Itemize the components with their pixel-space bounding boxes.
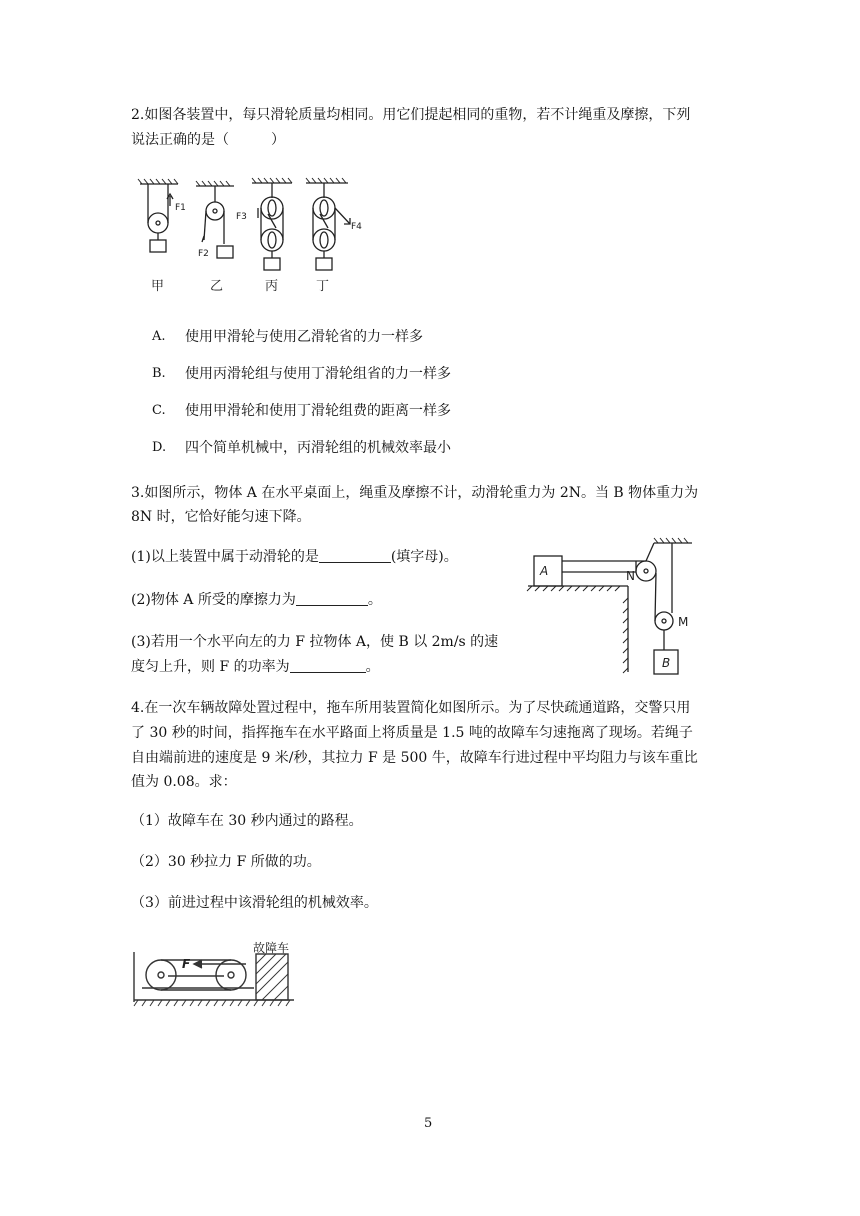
option-c-text: 使用甲滑轮和使用丁滑轮组费的距离一样多 xyxy=(185,403,451,419)
figure-label-yi: 乙 xyxy=(210,279,224,294)
option-b-letter: B. xyxy=(152,366,166,381)
force-label-f2: F2 xyxy=(198,249,209,259)
q4-sub3: （3）前进过程中该滑轮组的机械效率。 xyxy=(131,895,378,911)
figure-label-jia: 甲 xyxy=(151,279,165,294)
option-b-text: 使用丙滑轮组与使用丁滑轮组省的力一样多 xyxy=(185,366,451,382)
force-label-f3: F3 xyxy=(236,212,247,222)
q4-sub1: （1）故障车在 30 秒内通过的路程。 xyxy=(131,813,363,829)
figure-label-ding: 丁 xyxy=(316,279,330,294)
q3-sub3-blank[interactable] xyxy=(290,658,366,673)
q4-label-f: F xyxy=(182,957,191,971)
q4-stem-line3: 自由端前进的速度是 9 米/秒，其拉力 F 是 500 牛，故障车行进过程中平均阻力与该车重比 xyxy=(131,750,698,766)
q3-sub1 xyxy=(131,546,458,568)
force-label-f1: F1 xyxy=(175,203,186,213)
q3-sub1-blank[interactable] xyxy=(319,548,391,563)
q4-stem-line1: 4.在一次车辆故障处置过程中，拖车所用装置简化如图所示。为了尽快疏通道路，交警只用 xyxy=(131,700,691,716)
q3-pulley-figure xyxy=(526,538,698,678)
q2-pulley-figure xyxy=(130,178,360,296)
q3-label-m: M xyxy=(678,615,689,629)
q2-stem-line2: 说法正确的是（ ） xyxy=(131,132,285,148)
q3-sub2-suffix: 。 xyxy=(367,592,382,608)
q3-sub2-prefix: (2)物体 A 所受的摩擦力为 xyxy=(131,592,296,608)
page-number: 5 xyxy=(424,1116,433,1131)
q3-sub1-suffix: (填字母)。 xyxy=(390,549,458,565)
option-a-letter: A. xyxy=(152,329,166,344)
q4-stem-line2: 了 30 秒的时间，指挥拖车在水平路面上将质量是 1.5 吨的故障车匀速拖离了现场。若绳子 xyxy=(131,725,693,741)
q3-sub3-line1: (3)若用一个水平向左的力 F 拉物体 A，使 B 以 2m/s 的速 xyxy=(131,634,499,650)
q3-stem-line2: 8N 时，它恰好能匀速下降。 xyxy=(131,509,311,525)
q3-stem-line1: 3.如图所示，物体 A 在水平桌面上，绳重及摩擦不计，动滑轮重力为 2N。当 B 物体重力为 xyxy=(131,485,699,501)
q3-sub3-line2 xyxy=(131,656,380,678)
force-label-f4: F4 xyxy=(351,222,362,232)
q3-sub1-prefix: (1)以上装置中属于动滑轮的是 xyxy=(131,549,319,565)
q2-stem-line1: 2.如图各装置中，每只滑轮质量均相同。用它们提起相同的重物，若不计绳重及摩擦，下列 xyxy=(131,107,691,123)
option-a-text: 使用甲滑轮与使用乙滑轮省的力一样多 xyxy=(185,329,423,345)
q3-label-a: A xyxy=(540,564,549,578)
q3-sub3-prefix: 度匀上升，则 F 的功率为 xyxy=(131,659,290,675)
q4-label-car: 故障车 xyxy=(253,941,290,955)
option-d-text: 四个简单机械中，丙滑轮组的机械效率最小 xyxy=(185,440,451,456)
q3-sub3-suffix: 。 xyxy=(365,659,380,675)
q4-stem-line4: 值为 0.08。求： xyxy=(131,774,237,790)
option-c-letter: C. xyxy=(152,403,166,418)
q4-sub2: （2）30 秒拉力 F 所做的功。 xyxy=(131,854,321,870)
figure-label-bing: 丙 xyxy=(265,279,279,294)
q3-label-n: N xyxy=(626,569,635,583)
q3-label-b: B xyxy=(662,656,671,670)
q4-tow-figure xyxy=(128,940,300,1012)
option-d-letter: D. xyxy=(152,440,167,455)
q3-sub2 xyxy=(131,589,382,611)
q3-sub2-blank[interactable] xyxy=(296,591,368,606)
